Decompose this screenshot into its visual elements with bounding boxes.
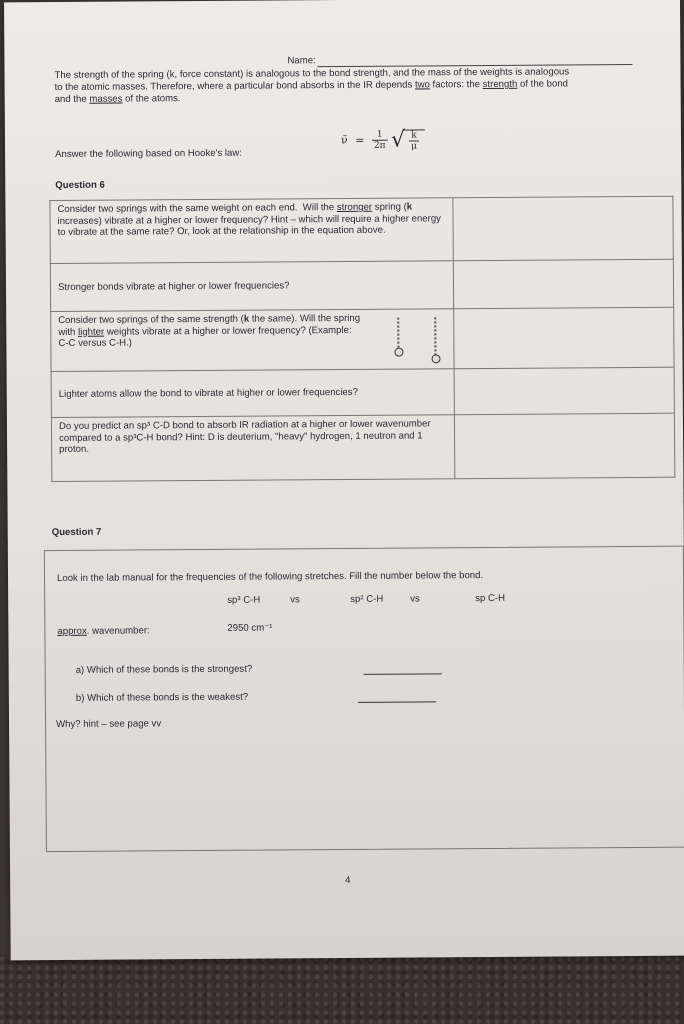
question6-row-5-answer[interactable] — [454, 413, 674, 479]
answer-b-blank[interactable] — [358, 692, 436, 703]
hooke-equation — [341, 127, 425, 153]
question6-row-2-answer[interactable] — [453, 259, 673, 309]
intro-line-3: and the masses of the atoms. — [54, 93, 181, 106]
answer-a-blank[interactable] — [364, 664, 442, 675]
sqrt-icon: √ — [390, 127, 406, 153]
vs-label-1: vs — [290, 594, 300, 606]
page-number: 4 — [345, 874, 351, 886]
spring-weight-1 — [394, 348, 403, 357]
bond-sp: sp C-H — [475, 592, 506, 605]
question7-instruction: Look in the lab manual for the frequencies of the following stretches. Fill the number below the bond. — [56, 570, 484, 585]
intro-line-1: The strength of the spring (k, force constant) is analogous to the bond strength, and the mass of the weights is analogous — [54, 66, 570, 82]
question7-why: Why? hint – see page vv — [56, 718, 162, 731]
question7-a: a) Which of these bonds is the strongest? — [75, 663, 253, 676]
question6-row-1-text: Consider two springs with the same weight on each end. Will the stronger spring (k increases) vibrate at a higher or lower frequency? Hint – which will require a higher energy to vibrate at the same rate? Or, look at the relationship in the equation above. — [50, 198, 453, 264]
spring-illustration-2 — [434, 317, 440, 355]
question6-row-3-text: Consider two springs of the same strength (k the same). Will the spring with lighter weights vibrate at a higher or lower frequency? (Example: C-C versus C-H.) — [51, 309, 454, 372]
sqrt-radicand: $\frac{k}{\mu}$ — [403, 129, 425, 151]
table-row — [50, 196, 673, 263]
name-label: Name: — [287, 55, 316, 67]
nu-bar-symbol: ν̄ — [340, 133, 348, 147]
spring-weight-2 — [431, 354, 440, 363]
question6-row-1-answer[interactable] — [453, 196, 673, 261]
question7-box — [44, 546, 684, 852]
question6-row-5-text: Do you predict an sp³ C-D bond to absorb IR radiation at a higher or lower wavenumber compared to a sp³C-H bond? Hint: D is deuterium, "heavy" hydrogen, 1 neutron and 1 proton. — [51, 415, 454, 482]
table-row — [51, 413, 674, 481]
wavenumber-row-label: approx. wavenumber: — [57, 625, 150, 638]
question7-title: Question 7 — [51, 526, 102, 539]
bond-sp2: sp² C-H — [350, 593, 384, 605]
name-blank — [318, 54, 633, 67]
one-over-two-pi: $\frac{1}{2\pi}$ — [372, 130, 388, 151]
equals-sign: = — [355, 133, 365, 147]
name-field — [287, 53, 632, 67]
table-row — [51, 307, 674, 371]
question6-row-4-text: Lighter atoms allow the bond to vibrate at higher or lower frequencies? — [51, 369, 454, 418]
intro-line-2: to the atomic masses. Therefore, where a particular bond absorbs in the IR depends two factors: the strength of the bond — [54, 78, 569, 94]
bond-sp3: sp³ C-H — [227, 594, 261, 606]
table-row — [51, 367, 674, 417]
vs-label-2: vs — [410, 593, 420, 605]
question7-b: b) Which of these bonds is the weakest? — [75, 691, 249, 704]
table-row — [50, 259, 673, 311]
question6-row-3-answer[interactable] — [454, 307, 674, 369]
spring-illustration-1 — [397, 318, 403, 348]
question6-title: Question 6 — [55, 179, 105, 192]
question6-row-4-answer[interactable] — [454, 367, 674, 415]
worksheet-page — [4, 0, 684, 960]
hooke-prompt: Answer the following based on Hooke's law: — [55, 147, 242, 161]
carpet-background — [0, 955, 684, 1024]
question6-table — [49, 196, 675, 482]
sp3-wavenumber-value: 2950 cm⁻¹ — [227, 622, 273, 634]
question6-row-2-text: Stronger bonds vibrate at higher or lower frequencies? — [50, 261, 453, 312]
